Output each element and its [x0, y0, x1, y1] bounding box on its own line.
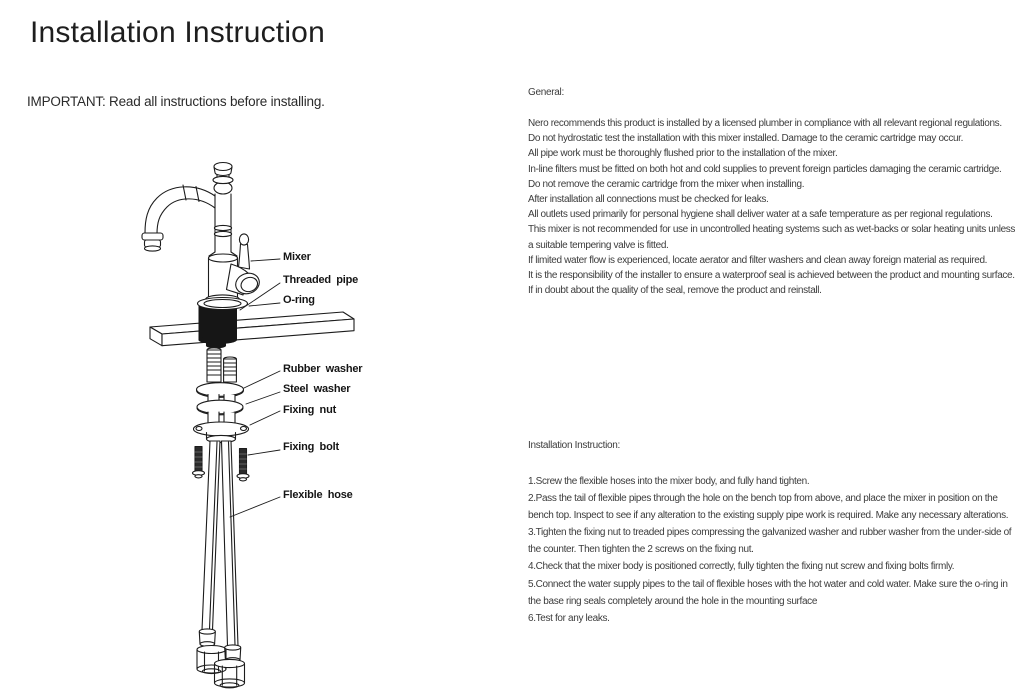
page-title: Installation Instruction: [30, 16, 325, 49]
label-mixer: Mixer: [283, 251, 311, 263]
label-steel-washer: Steel washer: [283, 383, 351, 395]
installation-step: 3.Tighten the fixing nut to treaded pipes compressing the galvanized washer and rubber washer from the under-side of the counter. Then tighten the 2 screws on the fixing nut.: [528, 527, 1012, 556]
general-paragraph: After installation all connections must be checked for leaks.: [528, 194, 769, 206]
faucet-diagram: [125, 140, 375, 700]
label-fixing-bolt: Fixing bolt: [283, 441, 339, 453]
threaded-pipe-part: [198, 306, 237, 348]
installation-heading: Installation Instruction:: [528, 440, 620, 451]
faucet-drawing: [142, 163, 354, 688]
label-o-ring: O-ring: [283, 294, 315, 306]
general-paragraph: Nero recommends this product is installed by a licensed plumber in compliance with all relevant regional regulations.: [528, 118, 1002, 129]
label-rubber-washer: Rubber washer: [283, 363, 363, 375]
installation-step: 4.Check that the mixer body is positioned correctly, fully tighten the fixing nut screw and fixing bolts firmly.: [528, 561, 955, 573]
installation-step: 1.Screw the flexible hoses into the mixer body, and fully hand tighten.: [528, 476, 810, 487]
label-fixing-nut: Fixing nut: [283, 404, 337, 416]
installation-step: 2.Pass the tail of flexible pipes through the hole on the bench top from above, and place the mixer in position on the bench top. Inspect to see if any alteration to the existing supply pipe work is required. Make any necessary alterations.: [528, 493, 1009, 522]
fixing-bolt-parts: [193, 447, 250, 481]
important-note: IMPORTANT: Read all instructions before installing.: [27, 94, 325, 109]
general-heading: General:: [528, 87, 564, 98]
general-paragraph: Do not remove the ceramic cartridge from the mixer when installing.: [528, 178, 805, 190]
general-paragraph: This mixer is not recommended for use in uncontrolled heating systems such as wet-backs or solar heating units unless a suitable tempering valve is fitted.: [528, 224, 1016, 251]
installation-step: 5.Connect the water supply pipes to the tail of flexible hoses with the hot water and cold water. Make sure the o-ring in the base ring seals completely around the hole in the mounting surface: [528, 578, 1008, 607]
general-paragraphs: [528, 116, 1016, 298]
general-paragraph: It is the responsibility of the installer to ensure a waterproof seal is achieved between the product and mounting surface. If in doubt about the quality of the seal, remove the product and reinstall.: [528, 270, 1015, 297]
label-flexible-hose: Flexible hose: [283, 489, 353, 501]
label-threaded-pipe: Threaded pipe: [283, 274, 359, 286]
general-paragraph: If limited water flow is experienced, locate aerator and filter washers and clean away foreign material as required.: [528, 254, 988, 266]
general-paragraph: Do not hydrostatic test the installation with this mixer installed. Damage to the ceramic cartridge may occur.: [528, 133, 964, 145]
installation-step: 6.Test for any leaks.: [528, 612, 610, 624]
general-paragraph: All pipe work must be thoroughly flushed prior to the installation of the mixer.: [528, 148, 838, 160]
general-paragraph: All outlets used primarily for personal hygiene shall deliver water at a safe temperature as per regional regulations.: [528, 209, 993, 221]
general-paragraph: In-line filters must be fitted on both hot and cold supplies to prevent foreign particles damaging the ceramic cartridge.: [528, 163, 1002, 175]
installation-steps: [528, 473, 1016, 627]
